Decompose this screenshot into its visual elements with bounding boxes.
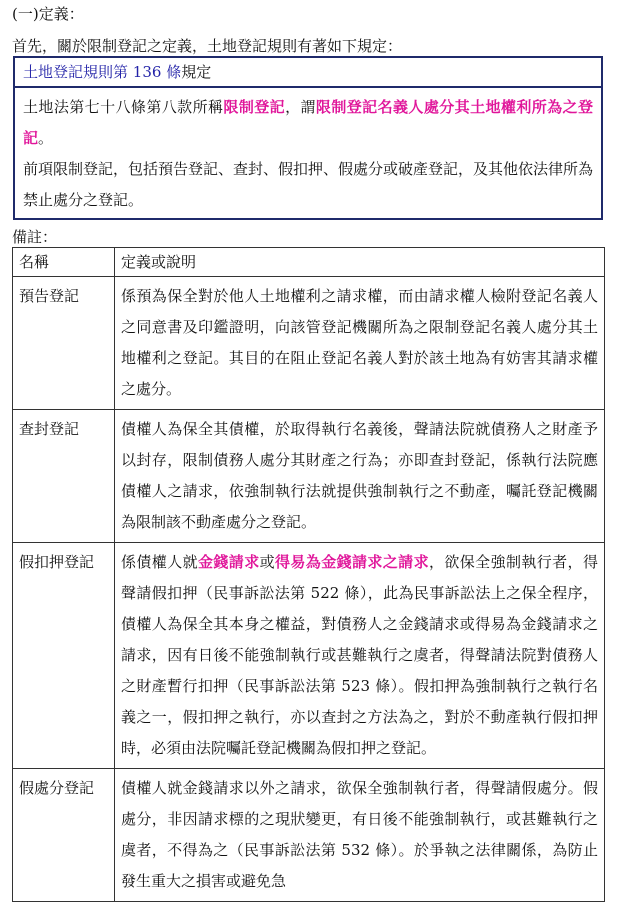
table-header-row [13, 248, 605, 277]
section-title: (一)定義： [12, 5, 84, 23]
row-desc-text-e: ，欲保全強制執行者，得聲請假扣押（民事訴訟法第 522 條），此為民事訴訟法上之保全程序，債權人為保全其本身之權益，對債務人之金錢請求或得易為金錢請求之請求，因有日後不能強制執行或甚難執行之虞者，得聲請法院對債務人之財產暫行扣押（民事訴訟法第 523 條）。假扣押為強制執行之執行名義之一，假扣押之執行，亦以查封之方法為之，對於不動產執行假扣押時，必須由法院囑託登記機關為假扣押之登記。 [121, 553, 598, 757]
rule-box [13, 56, 603, 220]
header-definition: 定義或說明 [115, 248, 605, 277]
rule-heading-number: 136 [132, 63, 162, 81]
table-row [13, 410, 605, 543]
rule-p1-highlight-2: 限制登記名義人處分其土地權利所為之登記 [23, 98, 593, 147]
row-desc: 係預為保全對於他人土地權利之請求權，而由請求權人檢附登記名義人之同意書及印鑑證明，向該管登記機關所為之限制登記名義人處分其土地權利之登記。其目的在阻止登記名義人對於該土地為有妨害其請求權之處分。 [115, 277, 605, 410]
row-desc: 債權人為保全其債權，於取得執行名義後，聲請法院就債務人之財產予以封存，限制債務人處分其財產之行為；亦即查封登記，係執行法院應債權人之請求，依強制執行法就提供強制執行之不動產，囑託登記機關為限制該不動產處分之登記。 [115, 410, 605, 543]
row-desc-highlight-1: 金錢請求 [198, 553, 260, 571]
row-desc-text-a: 係債權人就 [121, 553, 198, 571]
row-name: 假處分登記 [13, 769, 115, 902]
rule-heading-part2: 條 [161, 63, 182, 81]
rule-box-heading [15, 58, 601, 88]
rule-box-body [15, 88, 601, 218]
rule-p1-text-e: 。 [38, 129, 54, 147]
rule-paragraph-2: 前項限制登記，包括預告登記、查封、假扣押、假處分或破產登記，及其他依法律所為禁止處分之登記。 [23, 160, 594, 209]
row-name: 假扣押登記 [13, 543, 115, 769]
rule-p1-text-a: 土地法第七十八條第八款所稱 [23, 98, 224, 116]
row-desc: 債權人就金錢請求以外之請求，欲保全強制執行者，得聲請假處分。假處分，非因請求標的之現狀變更，有日後不能強制執行，或甚難執行之虞者，不得為之（民事訴訟法第 532 條）。於爭執之法律關係，為防止發生重大之損害或避免急 [115, 769, 605, 902]
rule-heading-part3: 規定 [181, 63, 212, 81]
table-row [13, 769, 605, 902]
rule-paragraph-1 [23, 92, 593, 154]
row-name: 查封登記 [13, 410, 115, 543]
rule-p1-text-c: ，謂 [285, 98, 316, 116]
row-desc [115, 543, 605, 769]
rule-p1-highlight-1: 限制登記 [223, 98, 286, 116]
row-desc-highlight-2: 得易為金錢請求之請求 [275, 553, 429, 571]
row-desc-text-c: 或 [259, 553, 275, 571]
row-name: 預告登記 [13, 277, 115, 410]
note-label: 備註： [12, 228, 58, 246]
table-row [13, 277, 605, 410]
table-row [13, 543, 605, 769]
rule-heading-part1: 土地登記規則第 [23, 63, 133, 81]
definitions-table [12, 247, 605, 902]
intro-text: 首先，關於限制登記之定義，土地登記規則有著如下規定： [12, 37, 403, 55]
header-name: 名稱 [13, 248, 115, 277]
